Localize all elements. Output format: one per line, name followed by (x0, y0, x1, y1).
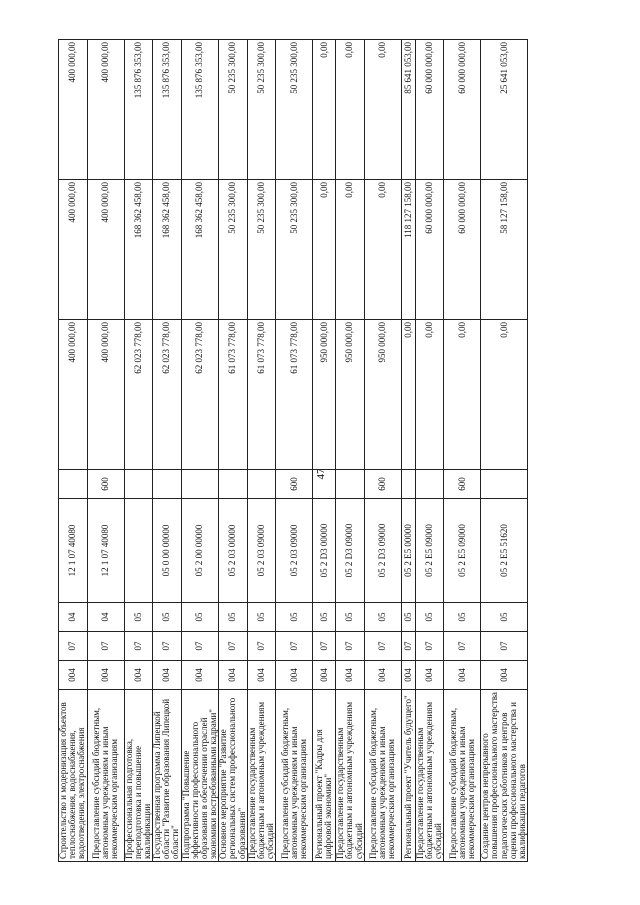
ministry-code-cell: 004 (153, 661, 182, 690)
subsection-code-cell: 05 (364, 603, 401, 632)
amount-year1-cell: 400 000,00 (59, 320, 88, 470)
table-row (59, 40, 88, 862)
subsection-code-cell: 04 (59, 603, 88, 632)
section-code-cell: 07 (401, 632, 415, 661)
amount-year2-cell: 50 235 300,00 (247, 180, 276, 320)
amount-year1-cell: 0,00 (481, 320, 528, 470)
amount-year1-cell: 400 000,00 (87, 320, 124, 470)
page-number: 47 (315, 468, 327, 480)
amount-year3-cell: 60 000 000,00 (444, 40, 481, 180)
subsection-code-cell: 05 (153, 603, 182, 632)
ministry-code-cell: 004 (124, 661, 153, 690)
expense-type-cell (153, 470, 182, 499)
ministry-code-cell: 004 (181, 661, 219, 690)
row-name-cell: Предоставление государственным бюджетным и автономным учреждениям субсидий (336, 690, 365, 862)
table-row (276, 40, 313, 862)
table-row (481, 40, 528, 862)
amount-year2-cell: 168 362 458,00 (153, 180, 182, 320)
target-article-cell: 05 2 03 00000 (219, 499, 248, 603)
ministry-code-cell: 004 (59, 661, 88, 690)
table-row (401, 40, 415, 862)
amount-year1-cell: 0,00 (444, 320, 481, 470)
amount-year2-cell: 60 000 000,00 (415, 180, 444, 320)
target-article-cell: 05 2 E5 51620 (481, 499, 528, 603)
ministry-code-cell: 004 (481, 661, 528, 690)
target-article-cell: 12 1 07 40080 (87, 499, 124, 603)
expense-type-cell (219, 470, 248, 499)
section-code-cell: 07 (87, 632, 124, 661)
expense-type-cell (336, 470, 365, 499)
amount-year1-cell: 950 000,00 (364, 320, 401, 470)
amount-year1-cell: 950 000,00 (313, 320, 336, 470)
amount-year1-cell: 62 023 778,00 (124, 320, 153, 470)
expense-type-cell (247, 470, 276, 499)
table-row (153, 40, 182, 862)
table-row (415, 40, 444, 862)
ministry-code-cell: 004 (276, 661, 313, 690)
subsection-code-cell: 05 (415, 603, 444, 632)
amount-year2-cell: 60 000 000,00 (444, 180, 481, 320)
amount-year2-cell: 50 235 300,00 (276, 180, 313, 320)
subsection-code-cell: 05 (481, 603, 528, 632)
section-code-cell: 07 (313, 632, 336, 661)
row-name-cell: Региональный проект "Кадры для цифровой экономики" (313, 690, 336, 862)
amount-year3-cell: 135 876 353,00 (181, 40, 219, 180)
target-article-cell: 05 2 E5 09000 (415, 499, 444, 603)
table-row (181, 40, 219, 862)
section-code-cell: 07 (181, 632, 219, 661)
section-code-cell: 07 (153, 632, 182, 661)
amount-year2-cell: 0,00 (336, 180, 365, 320)
table-row (247, 40, 276, 862)
row-name-cell: Основное мероприятие "Развитие региональных систем профессионального образования" (219, 690, 248, 862)
target-article-cell: 05 2 03 09000 (276, 499, 313, 603)
expense-type-cell: 600 (276, 470, 313, 499)
table-row (219, 40, 248, 862)
row-name-cell: Строительство и модернизация объектов теплоснабжения, водоснабжения, водоотведения, электроснабжения (59, 690, 88, 862)
ministry-code-cell: 004 (219, 661, 248, 690)
amount-year1-cell: 61 073 778,00 (247, 320, 276, 470)
target-article-cell: 05 2 03 09000 (247, 499, 276, 603)
amount-year3-cell: 60 000 000,00 (415, 40, 444, 180)
amount-year3-cell: 400 000,00 (59, 40, 88, 180)
expense-type-cell (59, 470, 88, 499)
amount-year1-cell: 62 023 778,00 (153, 320, 182, 470)
amount-year1-cell: 0,00 (415, 320, 444, 470)
table-row (313, 40, 336, 862)
section-code-cell: 07 (247, 632, 276, 661)
row-name-cell: Создание центров непрерывного повышения профессионального мастерства педагогических работников и центров оценки профессионального мастерства и квалификации педагогов (481, 690, 528, 862)
amount-year2-cell: 168 362 458,00 (124, 180, 153, 320)
subsection-code-cell: 05 (276, 603, 313, 632)
row-name-cell: Предоставление субсидий бюджетным, автономным учреждениям и иным некоммерческим организациям (364, 690, 401, 862)
target-article-cell: 05 2 D3 09000 (364, 499, 401, 603)
amount-year2-cell: 400 000,00 (59, 180, 88, 320)
amount-year3-cell: 400 000,00 (87, 40, 124, 180)
amount-year3-cell: 135 876 353,00 (153, 40, 182, 180)
row-name-cell: Предоставление государственным бюджетным и автономным учреждениям субсидий (247, 690, 276, 862)
amount-year3-cell: 0,00 (336, 40, 365, 180)
ministry-code-cell: 004 (336, 661, 365, 690)
section-code-cell: 07 (364, 632, 401, 661)
amount-year1-cell: 0,00 (401, 320, 415, 470)
subsection-code-cell: 05 (313, 603, 336, 632)
section-code-cell: 07 (481, 632, 528, 661)
row-name-cell: Предоставление субсидий бюджетным, автономным учреждениям и иным некоммерческим организациям (276, 690, 313, 862)
expense-type-cell: 600 (87, 470, 124, 499)
table-row (444, 40, 481, 862)
amount-year2-cell: 118 127 158,00 (401, 180, 415, 320)
subsection-code-cell: 05 (219, 603, 248, 632)
table-row (87, 40, 124, 862)
section-code-cell: 07 (59, 632, 88, 661)
target-article-cell: 05 2 E5 00000 (401, 499, 415, 603)
target-article-cell: 12 1 07 40080 (59, 499, 88, 603)
ministry-code-cell: 004 (401, 661, 415, 690)
amount-year2-cell: 0,00 (364, 180, 401, 320)
target-article-cell: 05 2 E5 09000 (444, 499, 481, 603)
row-name-cell: Профессиональная подготовка, переподготовка и повышение квалификации (124, 690, 153, 862)
amount-year3-cell: 85 641 053,00 (401, 40, 415, 180)
amount-year3-cell: 0,00 (313, 40, 336, 180)
subsection-code-cell: 05 (444, 603, 481, 632)
target-article-cell: 05 2 00 00000 (181, 499, 219, 603)
amount-year3-cell: 135 876 353,00 (124, 40, 153, 180)
table-row (336, 40, 365, 862)
row-name-cell: Региональный проект "Учитель будущего" (401, 690, 415, 862)
target-article-cell: 05 2 D3 00000 (313, 499, 336, 603)
table-frame (58, 40, 527, 862)
amount-year3-cell: 50 235 300,00 (276, 40, 313, 180)
amount-year3-cell: 50 235 300,00 (247, 40, 276, 180)
table-row (364, 40, 401, 862)
subsection-code-cell: 05 (124, 603, 153, 632)
amount-year2-cell: 400 000,00 (87, 180, 124, 320)
amount-year2-cell: 50 235 300,00 (219, 180, 248, 320)
target-article-cell (124, 499, 153, 603)
budget-table (58, 39, 528, 862)
subsection-code-cell: 05 (401, 603, 415, 632)
amount-year2-cell: 168 362 458,00 (181, 180, 219, 320)
section-code-cell: 07 (124, 632, 153, 661)
expense-type-cell (481, 470, 528, 499)
section-code-cell: 07 (219, 632, 248, 661)
target-article-cell: 05 0 00 00000 (153, 499, 182, 603)
ministry-code-cell: 004 (247, 661, 276, 690)
expense-type-cell: 600 (364, 470, 401, 499)
expense-type-cell (124, 470, 153, 499)
row-name-cell: Государственная программа Липецкой области "Развитие образования Липецкой области" (153, 690, 182, 862)
amount-year3-cell: 50 235 300,00 (219, 40, 248, 180)
amount-year1-cell: 61 073 778,00 (219, 320, 248, 470)
row-name-cell: Предоставление государственным бюджетным и автономным учреждениям субсидий (415, 690, 444, 862)
ministry-code-cell: 004 (364, 661, 401, 690)
table-row (124, 40, 153, 862)
target-article-cell: 05 2 D3 09000 (336, 499, 365, 603)
section-code-cell: 07 (276, 632, 313, 661)
amount-year1-cell: 62 023 778,00 (181, 320, 219, 470)
subsection-code-cell: 05 (247, 603, 276, 632)
section-code-cell: 07 (415, 632, 444, 661)
amount-year1-cell: 950 000,00 (336, 320, 365, 470)
expense-type-cell (401, 470, 415, 499)
expense-type-cell (181, 470, 219, 499)
ministry-code-cell: 004 (313, 661, 336, 690)
subsection-code-cell: 05 (181, 603, 219, 632)
section-code-cell: 07 (336, 632, 365, 661)
amount-year3-cell: 0,00 (364, 40, 401, 180)
ministry-code-cell: 004 (415, 661, 444, 690)
ministry-code-cell: 004 (87, 661, 124, 690)
amount-year1-cell: 61 073 778,00 (276, 320, 313, 470)
expense-type-cell: 600 (444, 470, 481, 499)
expense-type-cell (415, 470, 444, 499)
row-name-cell: Предоставление субсидий бюджетным, автономным учреждениям и иным некоммерческим организациям (87, 690, 124, 862)
row-name-cell: Подпрограмма "Повышение эффективности профессионального образования в обеспечении отраслей экономики востребованными кадрами" (181, 690, 219, 862)
amount-year2-cell: 58 127 158,00 (481, 180, 528, 320)
section-code-cell: 07 (444, 632, 481, 661)
amount-year3-cell: 25 641 053,00 (481, 40, 528, 180)
row-name-cell: Предоставление субсидий бюджетным, автономным учреждениям и иным некоммерческим организациям (444, 690, 481, 862)
subsection-code-cell: 04 (87, 603, 124, 632)
ministry-code-cell: 004 (444, 661, 481, 690)
subsection-code-cell: 05 (336, 603, 365, 632)
expense-type-cell (313, 470, 336, 499)
amount-year2-cell: 0,00 (313, 180, 336, 320)
